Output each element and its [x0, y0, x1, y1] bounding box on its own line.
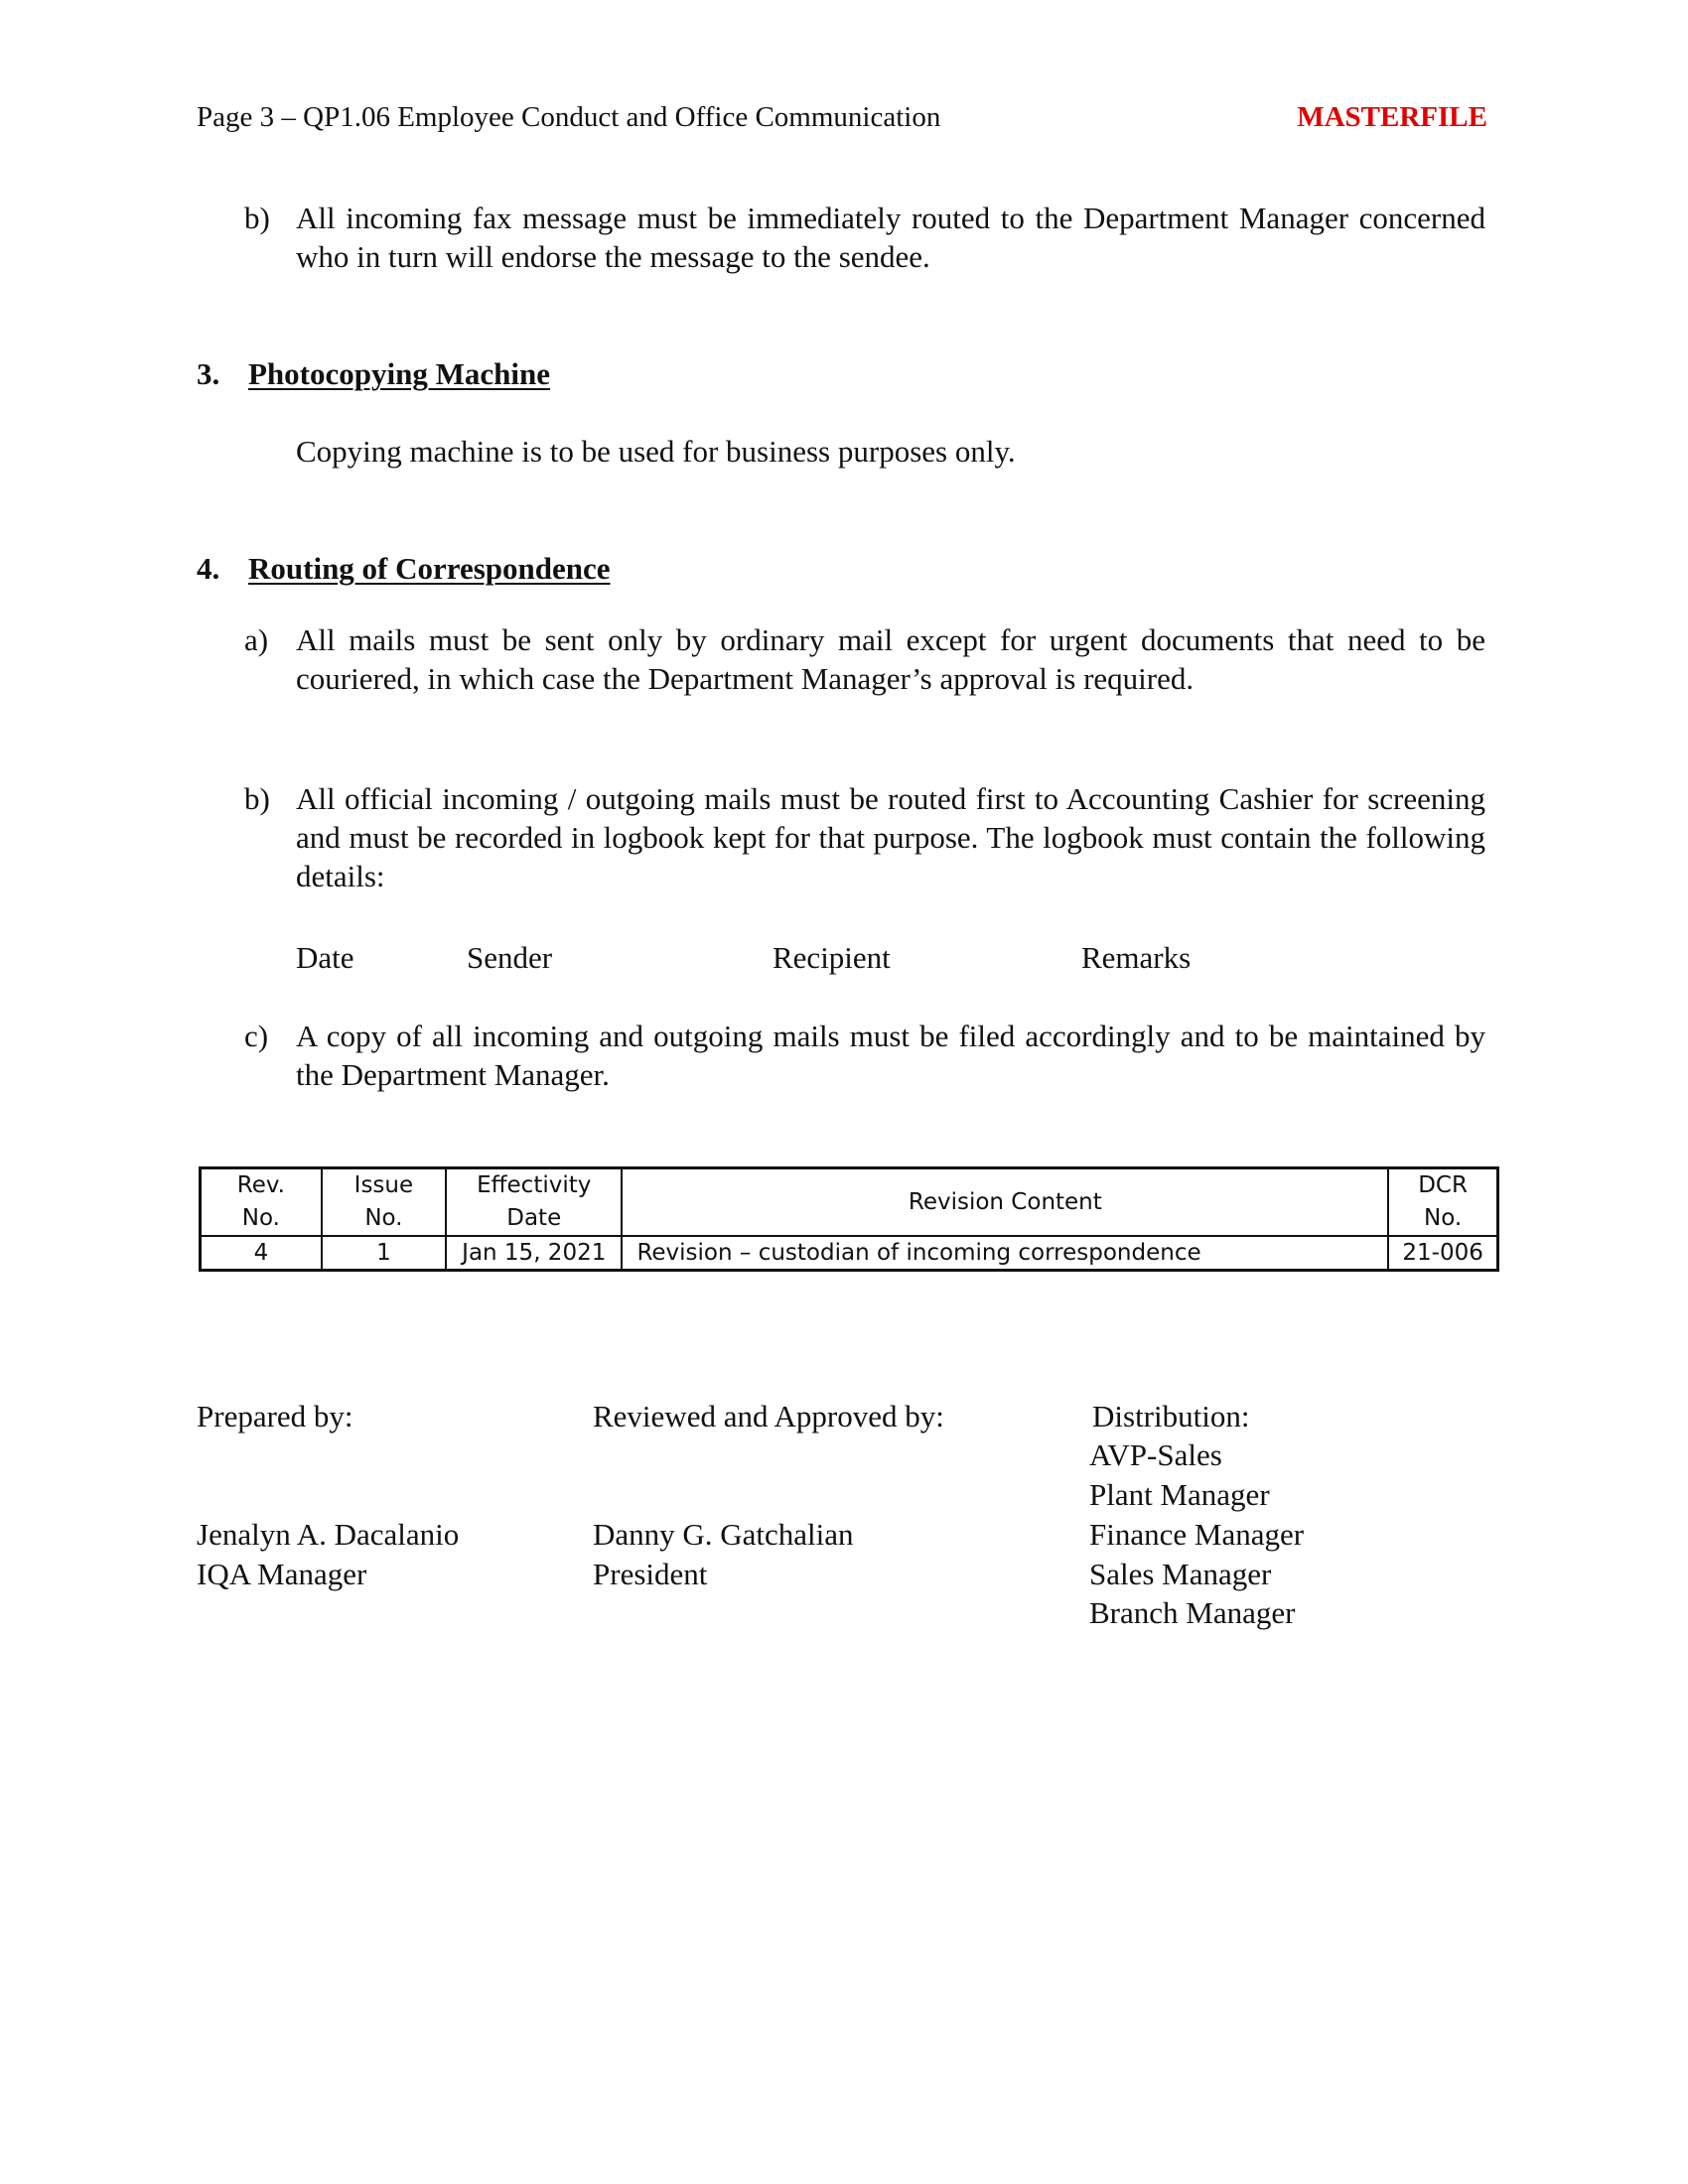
photocopying-paragraph: Copying machine is to be used for business purposes only.	[296, 434, 1016, 469]
prepared-by-name: Jenalyn A. Dacalanio	[197, 1517, 460, 1552]
list-marker: a)	[244, 622, 269, 657]
section-heading-routing	[197, 549, 611, 588]
logbook-column: Remarks	[1081, 940, 1192, 975]
cell-content: Revision – custodian of incoming correspondence	[622, 1236, 1388, 1271]
section-title: Photocopying Machine	[248, 356, 550, 391]
distribution-item: AVP-Sales	[1089, 1437, 1222, 1472]
column-header-rev: Rev. No.	[201, 1168, 322, 1237]
cell-date: Jan 15, 2021	[446, 1236, 622, 1271]
logbook-column: Sender	[467, 940, 553, 975]
distribution-item: Sales Manager	[1089, 1557, 1272, 1591]
list-item-text: A copy of all incoming and outgoing mails must be filed accordingly and to be maintained by the Department Manager.	[296, 1019, 1485, 1092]
list-item-text: All incoming fax message must be immediately routed to the Department Manager concerned who in turn will endorse the message to the sendee.	[296, 201, 1485, 274]
prepared-by-label: Prepared by:	[197, 1399, 353, 1433]
page-header-title: Page 3 – QP1.06 Employee Conduct and Office Communication	[197, 101, 941, 133]
column-header-content: Revision Content	[622, 1168, 1388, 1237]
prepared-by-position: IQA Manager	[197, 1557, 367, 1591]
list-marker: c)	[244, 1019, 269, 1053]
section-title: Routing of Correspondence	[248, 551, 611, 586]
table-header-row	[201, 1168, 1498, 1237]
column-header-issue: Issue No.	[322, 1168, 446, 1237]
approved-by-position: President	[593, 1557, 708, 1591]
masterfile-stamp: MASTERFILE	[1297, 101, 1487, 133]
section-number: 3.	[197, 356, 220, 391]
list-marker: b)	[244, 781, 270, 816]
distribution-label: Distribution:	[1092, 1399, 1250, 1433]
logbook-column: Recipient	[773, 940, 891, 975]
cell-rev: 4	[201, 1236, 322, 1271]
distribution-item: Branch Manager	[1089, 1595, 1296, 1630]
table-row	[201, 1236, 1498, 1271]
list-item-text: All official incoming / outgoing mails must be routed first to Accounting Cashier for screening and must be recorded in logbook kept for that purpose. The logbook must contain the following details:	[296, 781, 1485, 893]
cell-dcr: 21-006	[1388, 1236, 1497, 1271]
column-header-effectivity: Effectivity Date	[446, 1168, 622, 1237]
approved-by-label: Reviewed and Approved by:	[593, 1399, 944, 1433]
list-item-text: All mails must be sent only by ordinary mail except for urgent documents that need to be couriered, in which case the Department Manager’s approval is required.	[296, 622, 1485, 696]
section-number: 4.	[197, 551, 220, 586]
logbook-column: Date	[296, 940, 354, 975]
section-heading-photocopying	[197, 354, 550, 393]
revision-table	[199, 1166, 1499, 1272]
column-header-dcr: DCR No.	[1388, 1168, 1497, 1237]
list-marker: b)	[244, 201, 270, 235]
distribution-item: Plant Manager	[1089, 1477, 1270, 1512]
distribution-item: Finance Manager	[1089, 1517, 1305, 1552]
cell-issue: 1	[322, 1236, 446, 1271]
approved-by-name: Danny G. Gatchalian	[593, 1517, 854, 1552]
